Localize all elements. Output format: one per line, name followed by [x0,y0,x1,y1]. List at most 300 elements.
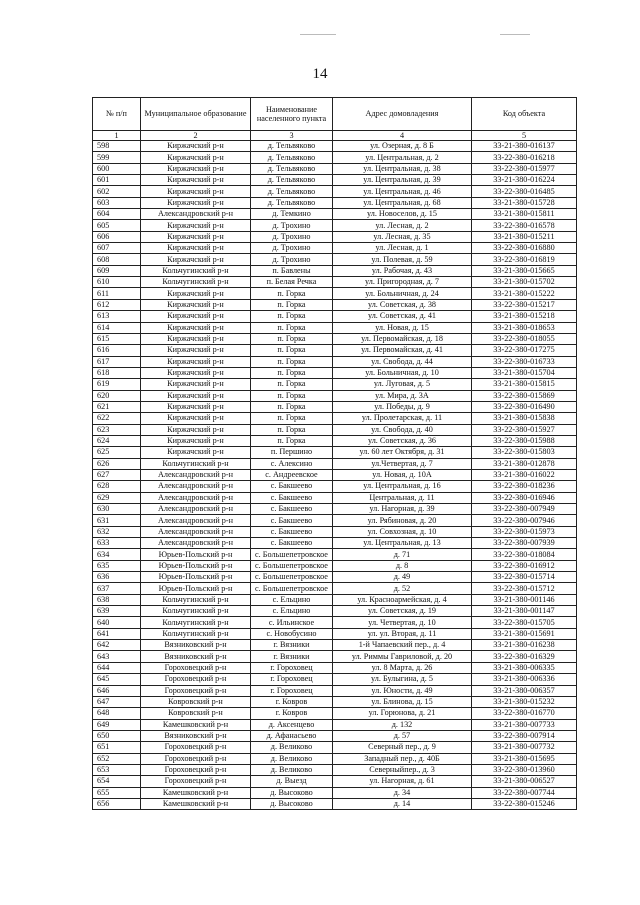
object-code-cell: 33-22-380-016880 [472,243,577,254]
table-row [93,583,577,594]
table-row [93,560,577,571]
address-cell: ул. Рябиновая, д. 20 [333,515,472,526]
row-number-cell: 613 [93,311,141,322]
address-cell: ул. Мира, д. 3А [333,390,472,401]
row-number-cell: 645 [93,674,141,685]
table-row [93,197,577,208]
municipality-cell: Кольчугинский р-н [141,265,251,276]
row-number-cell: 648 [93,708,141,719]
settlement-cell: с. Бакшеево [251,538,333,549]
address-cell: Северный пер., д. 9 [333,742,472,753]
row-number-cell: 644 [93,662,141,673]
municipality-cell: Киржачский р-н [141,311,251,322]
row-number-cell: 601 [93,175,141,186]
row-number-cell: 612 [93,299,141,310]
object-code-cell: 33-21-380-015838 [472,413,577,424]
address-cell: ул. Нагорная, д. 39 [333,504,472,515]
column-number-row [93,131,577,141]
settlement-cell: п. Горка [251,333,333,344]
table-row [93,719,577,730]
address-cell: ул. Больничная, д. 10 [333,367,472,378]
address-cell: ул. Свобода, д. 44 [333,356,472,367]
table-row [93,798,577,809]
table-row [93,243,577,254]
address-cell: ул. Первомайская, д. 18 [333,333,472,344]
settlement-cell: д. Тельвяково [251,186,333,197]
row-number-cell: 651 [93,742,141,753]
table-row [93,379,577,390]
row-number-cell: 633 [93,538,141,549]
settlement-cell: д. Высоково [251,798,333,809]
object-code-cell: 33-21-380-015811 [472,209,577,220]
table-row [93,413,577,424]
object-code-cell: 33-22-380-016218 [472,152,577,163]
settlement-cell: г. Ковров [251,708,333,719]
address-cell: ул. Булыгина, д. 5 [333,674,472,685]
table-row [93,504,577,515]
municipality-cell: Вязниковский р-н [141,730,251,741]
settlement-cell: д. Тельвяково [251,163,333,174]
object-code-cell: 33-22-380-015869 [472,390,577,401]
object-code-cell: 33-21-380-015222 [472,288,577,299]
row-number-cell: 631 [93,515,141,526]
settlement-cell: с. Большепетровское [251,549,333,560]
municipality-cell: Киржачский р-н [141,390,251,401]
municipality-cell: Кольчугинский р-н [141,617,251,628]
object-code-cell: 33-22-380-018084 [472,549,577,560]
table-row [93,163,577,174]
object-code-cell: 33-21-380-015815 [472,379,577,390]
municipality-cell: Вязниковский р-н [141,640,251,651]
row-number-cell: 656 [93,798,141,809]
municipality-cell: Гороховецкий р-н [141,764,251,775]
address-cell: ул.Четвертая, д. 7 [333,458,472,469]
address-cell: ул. Новая, д. 15 [333,322,472,333]
object-code-cell: 33-21-380-016224 [472,175,577,186]
address-cell: ул. Горюнова, д. 21 [333,708,472,719]
row-number-cell: 629 [93,492,141,503]
settlement-cell: г. Вязники [251,640,333,651]
row-number-cell: 609 [93,265,141,276]
settlement-cell: д. Трохино [251,231,333,242]
table-row [93,640,577,651]
settlement-cell: п. Горка [251,379,333,390]
municipality-cell: Кольчугинский р-н [141,628,251,639]
object-code-cell: 33-22-380-007914 [472,730,577,741]
table-row [93,299,577,310]
header-number: № п/п [93,98,141,131]
settlement-cell: д. Афанасьево [251,730,333,741]
settlement-cell: с. Новобусино [251,628,333,639]
address-cell: ул. Центральная, д. 16 [333,481,472,492]
table-row [93,674,577,685]
object-code-cell: 33-22-380-015246 [472,798,577,809]
address-cell: Западный пер., д. 40Б [333,753,472,764]
settlement-cell: с. Большепетровское [251,572,333,583]
municipality-cell: Ковровский р-н [141,708,251,719]
table-row [93,515,577,526]
object-code-cell: 33-21-380-015665 [472,265,577,276]
object-code-cell: 33-22-380-015927 [472,424,577,435]
table-row [93,175,577,186]
municipality-cell: Кольчугинский р-н [141,277,251,288]
settlement-cell: с. Большепетровское [251,583,333,594]
municipality-cell: Ковровский р-н [141,696,251,707]
settlement-cell: п. Горка [251,424,333,435]
settlement-cell: д. Трохино [251,220,333,231]
row-number-cell: 620 [93,390,141,401]
table-row [93,401,577,412]
object-code-cell: 33-22-380-016819 [472,254,577,265]
object-code-cell: 33-22-380-016578 [472,220,577,231]
municipality-cell: Киржачский р-н [141,424,251,435]
settlement-cell: с. Ельцино [251,594,333,605]
row-number-cell: 602 [93,186,141,197]
municipality-cell: Юрьев-Польский р-н [141,583,251,594]
municipality-cell: Александровский р-н [141,481,251,492]
table-row [93,685,577,696]
settlement-cell: п. Горка [251,288,333,299]
table-row [93,141,577,152]
object-code-cell: 33-22-380-016770 [472,708,577,719]
table-row [93,549,577,560]
municipality-cell: Киржачский р-н [141,356,251,367]
settlement-cell: д. Выезд [251,776,333,787]
municipality-cell: Александровский р-н [141,515,251,526]
address-cell: ул. Советская, д. 36 [333,435,472,446]
address-cell: ул. Советская, д. 19 [333,606,472,617]
row-number-cell: 636 [93,572,141,583]
object-code-cell: 33-22-380-016329 [472,651,577,662]
address-cell: ул. Новоселов, д. 15 [333,209,472,220]
object-code-cell: 33-21-380-016137 [472,141,577,152]
row-number-cell: 628 [93,481,141,492]
object-code-cell: 33-21-380-006335 [472,662,577,673]
table-row [93,606,577,617]
settlement-cell: с. Бакшеево [251,515,333,526]
row-number-cell: 619 [93,379,141,390]
row-number-cell: 616 [93,345,141,356]
scan-mark-right [500,34,530,35]
table-row [93,730,577,741]
address-cell: ул. Озерная, д. 8 Б [333,141,472,152]
object-code-cell: 33-22-380-016490 [472,401,577,412]
address-cell: ул. Красноармейская, д. 4 [333,594,472,605]
row-number-cell: 654 [93,776,141,787]
address-cell: ул. Пригородная, д. 7 [333,277,472,288]
table-row [93,594,577,605]
municipality-cell: Киржачский р-н [141,220,251,231]
table-row [93,322,577,333]
object-code-cell: 33-21-380-018653 [472,322,577,333]
address-cell: д. 34 [333,787,472,798]
municipality-cell: Гороховецкий р-н [141,776,251,787]
row-number-cell: 623 [93,424,141,435]
address-cell: Северныйпер., д. 3 [333,764,472,775]
object-code-cell: 33-21-380-015704 [472,367,577,378]
table-row [93,277,577,288]
table-row [93,288,577,299]
object-code-cell: 33-21-380-015218 [472,311,577,322]
table-row [93,662,577,673]
row-number-cell: 643 [93,651,141,662]
municipality-cell: Киржачский р-н [141,447,251,458]
object-code-cell: 33-21-380-007732 [472,742,577,753]
table-row [93,333,577,344]
table-row [93,526,577,537]
address-cell: ул. Больничная, д. 24 [333,288,472,299]
settlement-cell: д. Тельвяково [251,175,333,186]
row-number-cell: 600 [93,163,141,174]
settlement-cell: с. Бакшеево [251,492,333,503]
address-cell: ул. Полевая, д. 59 [333,254,472,265]
address-cell: ул. Совхозная, д. 10 [333,526,472,537]
address-cell: 1-й Чапаевский пер., д. 4 [333,640,472,651]
row-number-cell: 642 [93,640,141,651]
object-code-cell: 33-22-380-016946 [472,492,577,503]
table-row [93,617,577,628]
table-row [93,492,577,503]
municipality-cell: Гороховецкий р-н [141,674,251,685]
address-cell: ул. Луговая, д. 5 [333,379,472,390]
municipality-cell: Александровский р-н [141,209,251,220]
settlement-cell: п. Горка [251,367,333,378]
address-cell: ул. Первомайская, д. 41 [333,345,472,356]
table-row [93,469,577,480]
row-number-cell: 655 [93,787,141,798]
municipality-cell: Киржачский р-н [141,413,251,424]
row-number-cell: 617 [93,356,141,367]
table-row [93,209,577,220]
row-number-cell: 641 [93,628,141,639]
object-code-cell: 33-22-380-015988 [472,435,577,446]
municipality-cell: Киржачский р-н [141,288,251,299]
municipality-cell: Юрьев-Польский р-н [141,549,251,560]
table-row [93,311,577,322]
object-code-cell: 33-21-380-001146 [472,594,577,605]
settlement-cell: г. Вязники [251,651,333,662]
table-row [93,345,577,356]
settlement-cell: п. Горка [251,322,333,333]
row-number-cell: 598 [93,141,141,152]
object-code-cell: 33-22-380-016485 [472,186,577,197]
row-number-cell: 624 [93,435,141,446]
row-number-cell: 627 [93,469,141,480]
settlement-cell: г. Ковров [251,696,333,707]
municipality-cell: Киржачский р-н [141,197,251,208]
table-row [93,367,577,378]
object-code-cell: 33-21-380-015232 [472,696,577,707]
address-cell: ул. Центральная, д. 2 [333,152,472,163]
address-cell: ул. Четвертая, д. 10 [333,617,472,628]
address-cell: д. 71 [333,549,472,560]
object-code-cell: 33-22-380-016912 [472,560,577,571]
column-number: 4 [333,131,472,141]
object-code-cell: 33-22-380-016733 [472,356,577,367]
settlement-cell: д. Великово [251,753,333,764]
address-cell: ул. Центральная, д. 68 [333,197,472,208]
object-code-cell: 33-22-380-007744 [472,787,577,798]
municipality-cell: Киржачский р-н [141,435,251,446]
row-number-cell: 652 [93,753,141,764]
table-row [93,254,577,265]
municipality-cell: Киржачский р-н [141,299,251,310]
table-row [93,481,577,492]
object-code-cell: 33-21-380-015691 [472,628,577,639]
object-code-cell: 33-22-380-018055 [472,333,577,344]
row-number-cell: 634 [93,549,141,560]
table-row [93,390,577,401]
municipality-cell: Камешковский р-н [141,719,251,730]
row-number-cell: 653 [93,764,141,775]
object-code-cell: 33-21-380-001147 [472,606,577,617]
address-cell: ул. Победы, д. 9 [333,401,472,412]
page-number: 14 [312,66,328,82]
settlement-cell: д. Тельвяково [251,197,333,208]
address-cell: ул. Новая, д. 10А [333,469,472,480]
settlement-cell: п. Першино [251,447,333,458]
address-cell: д. 8 [333,560,472,571]
household-register-table [92,97,577,810]
header-address: Адрес домовладения [333,98,472,131]
row-number-cell: 606 [93,231,141,242]
table-row [93,356,577,367]
row-number-cell: 608 [93,254,141,265]
settlement-cell: г. Гороховец [251,674,333,685]
municipality-cell: Александровский р-н [141,469,251,480]
municipality-cell: Юрьев-Польский р-н [141,572,251,583]
object-code-cell: 33-21-380-015211 [472,231,577,242]
row-number-cell: 607 [93,243,141,254]
table-row [93,538,577,549]
table-row [93,628,577,639]
table-row [93,708,577,719]
address-cell: ул. 8 Марта, д. 26 [333,662,472,673]
object-code-cell: 33-21-380-015702 [472,277,577,288]
table-row [93,742,577,753]
object-code-cell: 33-22-380-015714 [472,572,577,583]
object-code-cell: 33-21-380-016238 [472,640,577,651]
municipality-cell: Киржачский р-н [141,345,251,356]
address-cell: ул. Центральная, д. 46 [333,186,472,197]
row-number-cell: 639 [93,606,141,617]
municipality-cell: Киржачский р-н [141,333,251,344]
row-number-cell: 621 [93,401,141,412]
settlement-cell: п. Горка [251,356,333,367]
table-row [93,696,577,707]
municipality-cell: Кольчугинский р-н [141,458,251,469]
municipality-cell: Киржачский р-н [141,254,251,265]
address-cell: ул. Свобода, д. 40 [333,424,472,435]
settlement-cell: с. Алексино [251,458,333,469]
address-cell: ул. 60 лет Октября, д. 31 [333,447,472,458]
municipality-cell: Киржачский р-н [141,379,251,390]
object-code-cell: 33-22-380-015973 [472,526,577,537]
row-number-cell: 599 [93,152,141,163]
municipality-cell: Гороховецкий р-н [141,662,251,673]
table-body [93,141,577,810]
row-number-cell: 637 [93,583,141,594]
address-cell: ул. Лесная, д. 35 [333,231,472,242]
row-number-cell: 604 [93,209,141,220]
settlement-cell: с. Бакшеево [251,481,333,492]
address-cell: ул. Лесная, д. 1 [333,243,472,254]
row-number-cell: 626 [93,458,141,469]
object-code-cell: 33-22-380-015977 [472,163,577,174]
settlement-cell: д. Тельвяково [251,152,333,163]
municipality-cell: Вязниковский р-н [141,651,251,662]
municipality-cell: Камешковский р-н [141,787,251,798]
municipality-cell: Юрьев-Польский р-н [141,560,251,571]
row-number-cell: 618 [93,367,141,378]
municipality-cell: Киржачский р-н [141,322,251,333]
column-number: 5 [472,131,577,141]
municipality-cell: Киржачский р-н [141,231,251,242]
row-number-cell: 622 [93,413,141,424]
row-number-cell: 610 [93,277,141,288]
table-row [93,231,577,242]
settlement-cell: с. Бакшеево [251,526,333,537]
table-row [93,776,577,787]
municipality-cell: Камешковский р-н [141,798,251,809]
municipality-cell: Киржачский р-н [141,175,251,186]
municipality-cell: Кольчугинский р-н [141,606,251,617]
table-row [93,186,577,197]
object-code-cell: 33-22-380-007946 [472,515,577,526]
address-cell: ул. Лесная, д. 2 [333,220,472,231]
address-cell: д. 132 [333,719,472,730]
municipality-cell: Киржачский р-н [141,163,251,174]
settlement-cell: д. Великово [251,764,333,775]
row-number-cell: 638 [93,594,141,605]
scan-mark-left [300,34,336,35]
header-settlement: Наименование населенного пункта [251,98,333,131]
settlement-cell: с. Бакшеево [251,504,333,515]
address-cell: д. 52 [333,583,472,594]
object-code-cell: 33-22-380-017275 [472,345,577,356]
object-code-cell: 33-22-380-015217 [472,299,577,310]
address-cell: ул. Нагорная, д. 61 [333,776,472,787]
settlement-cell: с. Ильинское [251,617,333,628]
table-row [93,447,577,458]
address-cell: д. 49 [333,572,472,583]
settlement-cell: с. Андреевское [251,469,333,480]
municipality-cell: Александровский р-н [141,492,251,503]
object-code-cell: 33-21-380-007733 [472,719,577,730]
settlement-cell: п. Белая Речка [251,277,333,288]
settlement-cell: г. Гороховец [251,685,333,696]
settlement-cell: д. Темкино [251,209,333,220]
address-cell: ул. Советская, д. 38 [333,299,472,310]
municipality-cell: Кольчугинский р-н [141,594,251,605]
address-cell: д. 57 [333,730,472,741]
object-code-cell: 33-21-380-015728 [472,197,577,208]
settlement-cell: г. Гороховец [251,662,333,673]
header-row [93,98,577,131]
object-code-cell: 33-21-380-012878 [472,458,577,469]
object-code-cell: 33-22-380-007949 [472,504,577,515]
object-code-cell: 33-21-380-006357 [472,685,577,696]
table-row [93,152,577,163]
municipality-cell: Гороховецкий р-н [141,742,251,753]
row-number-cell: 605 [93,220,141,231]
object-code-cell: 33-22-380-013960 [472,764,577,775]
row-number-cell: 649 [93,719,141,730]
address-cell: ул. Пролетарская, д. 11 [333,413,472,424]
settlement-cell: д. Высоково [251,787,333,798]
object-code-cell: 33-21-380-006527 [472,776,577,787]
settlement-cell: д. Аксенцево [251,719,333,730]
